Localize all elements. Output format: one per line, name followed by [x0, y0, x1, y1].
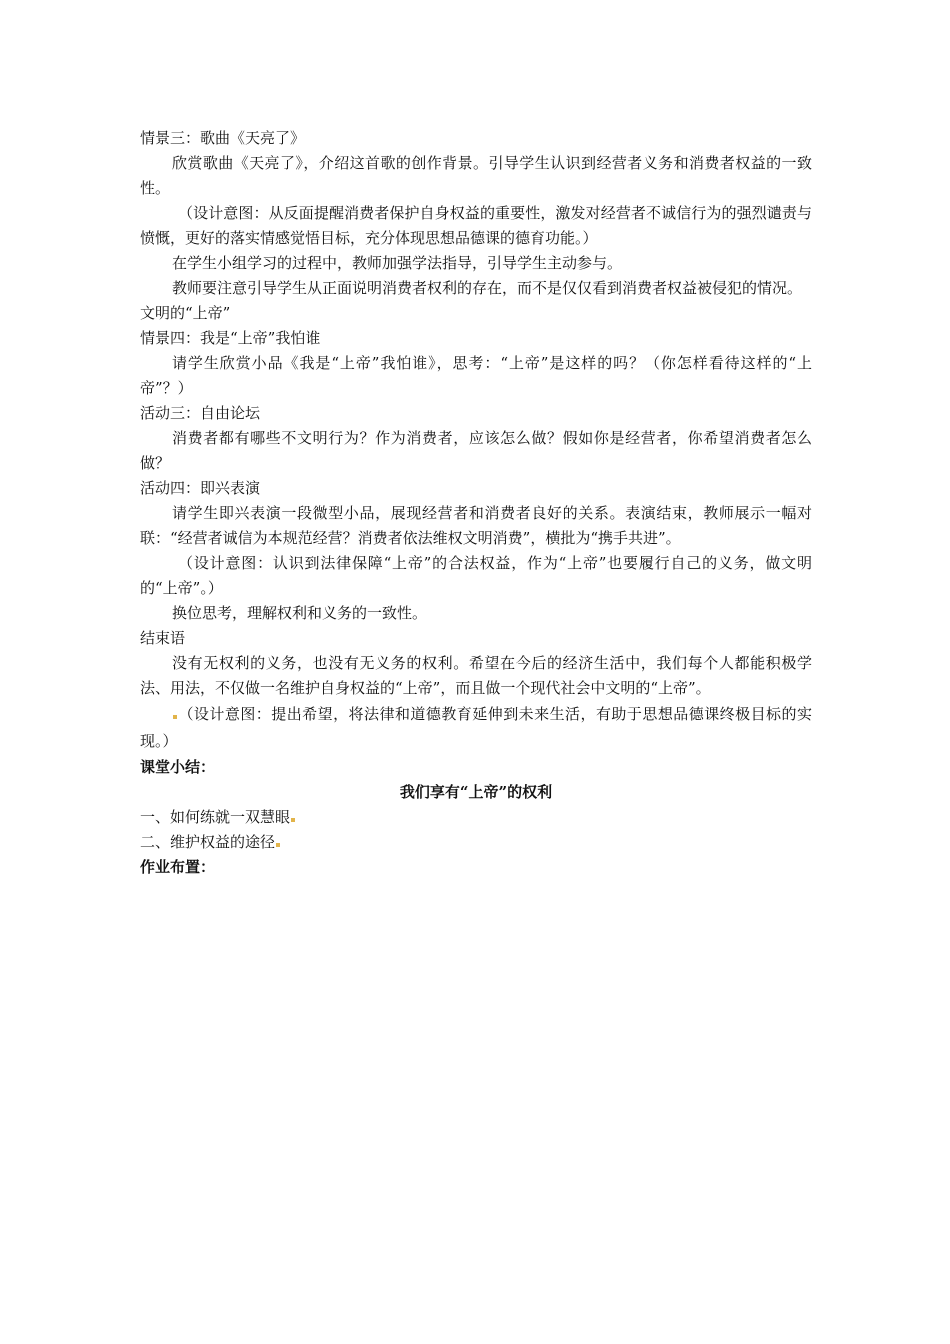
summary-point-1-text: 一、如何练就一双慧眼: [140, 808, 291, 826]
summary-heading: 课堂小结：: [140, 758, 216, 776]
summary-point-2-text: 二、维护权益的途径: [140, 833, 276, 851]
teacher-guidance-paragraph: 教师要注意引导学生从正面说明消费者权利的存在，而不是仅仅看到消费者权益被侵犯的情况。: [172, 279, 803, 297]
homework-heading: 作业布置：: [140, 858, 216, 876]
role-swap-paragraph: 换位思考，理解权利和义务的一致性。: [172, 604, 428, 622]
activity-four-heading: 活动四：即兴表演: [140, 479, 261, 497]
design-intent-paragraph-2: （设计意图：认识到法律保障“上帝”的合法权益，作为“上帝”也要履行自己的义务，做文明的“上帝”。）: [140, 554, 812, 597]
highlight-mark: [173, 715, 177, 719]
summary-point-2: [140, 830, 812, 855]
summary-title: 我们享有“上帝”的权利: [399, 783, 553, 801]
scene-four-heading: 情景四：我是“上帝”我怕谁: [140, 329, 321, 347]
group-study-paragraph: 在学生小组学习的过程中，教师加强学法指导，引导学生主动参与。: [172, 254, 623, 272]
activity-three-heading: 活动三：自由论坛: [140, 404, 261, 422]
song-appreciation-paragraph: 欣赏歌曲《天亮了》，介绍这首歌的创作背景。引导学生认识到经营者义务和消费者权益的一致性。: [140, 154, 812, 197]
summary-point-1: [140, 805, 812, 830]
free-forum-paragraph: 消费者都有哪些不文明行为？作为消费者，应该怎么做？假如你是经营者，你希望消费者怎么做？: [140, 429, 812, 472]
civilized-god-heading: 文明的“上帝”: [140, 304, 231, 322]
closing-heading: 结束语: [140, 629, 186, 647]
improv-performance-paragraph: 请学生即兴表演一段微型小品，展现经营者和消费者良好的关系。表演结束，教师展示一幅对联：“经营者诚信为本规范经营？消费者依法维权文明消费”，横批为“携手共进”。: [140, 504, 812, 547]
highlight-mark: [276, 843, 280, 847]
highlight-mark: [291, 818, 295, 822]
design-intent-paragraph-3: [140, 701, 812, 755]
design-intent-paragraph-1: （设计意图：从反面提醒消费者保护自身权益的重要性，激发对经营者不诚信行为的强烈谴责与愤慨，更好的落实情感觉悟目标，充分体现思想品德课的德育功能。）: [140, 204, 812, 247]
scene-three-heading: 情景三：歌曲《天亮了》: [140, 129, 306, 147]
skit-appreciation-paragraph: 请学生欣赏小品《我是“上帝”我怕谁》，思考：“上帝”是这样的吗？（你怎样看待这样的“上帝”？）: [140, 354, 812, 397]
design-intent-text-3: （设计意图：提出希望，将法律和道德教育延伸到未来生活，有助于思想品德课终极目标的实现。）: [140, 705, 812, 750]
closing-paragraph: 没有无权利的义务，也没有无义务的权利。希望在今后的经济生活中，我们每个人都能积极学法、用法，不仅做一名维护自身权益的“上帝”，而且做一个现代社会中文明的“上帝”。: [140, 654, 812, 697]
document-body: [140, 126, 812, 880]
